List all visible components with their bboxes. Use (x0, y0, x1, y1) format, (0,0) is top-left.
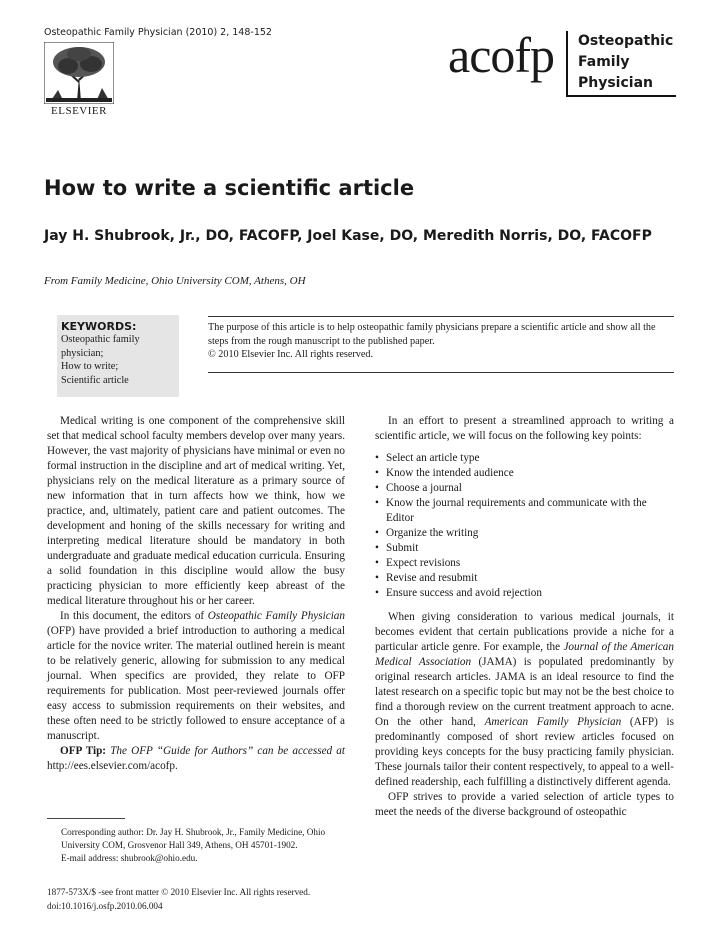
abstract-copyright: © 2010 Elsevier Inc. All rights reserved. (208, 349, 374, 361)
issn-block (47, 886, 310, 913)
elsevier-logo (44, 42, 114, 117)
footnote-rule (47, 818, 125, 819)
doi-line: doi:10.1016/j.osfp.2010.06.004 (47, 900, 163, 911)
body-column-right (375, 414, 674, 820)
journal-citation: Osteopathic Family Physician (2010) 2, 148-152 (44, 27, 272, 38)
body-paragraph: In an effort to present a streamlined approach to writing a scientific article, we will focus on the following key points: (375, 415, 674, 442)
author-list: Jay H. Shubrook, Jr., DO, FACOFP, Joel Kase, DO, Meredith Norris, DO, FACOFP (44, 228, 652, 244)
key-point-item: • Organize the writing (375, 526, 674, 541)
abstract-text: The purpose of this article is to help osteopathic family physicians prepare a scientific article and show all the steps from the rough manuscript to the published paper. (208, 322, 656, 347)
journal-name-line: Physician (578, 75, 653, 91)
corresponding-author: Corresponding author: Dr. Jay H. Shubrook, Jr., Family Medicine, Ohio University COM, Grosvenor Hall 349, Athens, OH 45701-1902. (61, 827, 326, 850)
key-point-item: • Choose a journal (375, 481, 674, 496)
journal-name-italic: Journal of the American Medical Association (375, 641, 674, 668)
footnote (47, 826, 347, 865)
journal-name-block (566, 31, 676, 97)
body-paragraph: OFP strives to provide a varied selection of article types to meet the needs of the diverse background of osteopathic (375, 791, 674, 818)
keywords-box (57, 315, 179, 397)
key-point-item: • Select an article type (375, 451, 674, 466)
issn-line: 1877-573X/$ -see front matter © 2010 Elsevier Inc. All rights reserved. (47, 887, 311, 897)
elsevier-wordmark: ELSEVIER (51, 105, 107, 117)
abstract-bottom-rule (208, 372, 674, 373)
body-paragraph: In this document, the editors of Osteopathic Family Physician (OFP) have provided a brief introduction to authoring a medical article for the novice writer. The material outlined herein is meant to be relatively generic, allowing for submission to any medical journal. When specifics are provided, they relate to OFP requirements for publication. Most peer-reviewed journals offer easy access to submission requirements on their websites, and these often need to be strictly followed to ensure acceptance of a manuscript. (47, 610, 345, 742)
affiliation: From Family Medicine, Ohio University COM, Athens, OH (44, 275, 306, 287)
key-point-item: • Expect revisions (375, 556, 674, 571)
ofp-tip-url[interactable]: http://ees.elsevier.com/acofp. (47, 760, 178, 772)
key-point-item: • Submit (375, 541, 674, 556)
ofp-tip-label: OFP Tip: (60, 745, 107, 757)
journal-name-line: Osteopathic (578, 33, 674, 49)
key-point-item: • Know the intended audience (375, 466, 674, 481)
key-point-item: • Ensure success and avoid rejection (375, 586, 674, 601)
abstract (208, 321, 674, 362)
keyword-item: How to write; (61, 361, 119, 373)
keywords-heading: KEYWORDS: (61, 320, 137, 333)
keyword-item: Osteopathic family physician; (61, 334, 140, 359)
key-point-item: • Know the journal requirements and communicate with the Editor (375, 496, 674, 526)
body-column-left (47, 414, 345, 774)
key-points-list (375, 451, 674, 601)
keywords-list (61, 333, 175, 387)
ofp-tip (47, 744, 345, 774)
acofp-logo: acofp (448, 27, 555, 83)
journal-name-line: Family (578, 54, 630, 70)
journal-name-italic: Osteopathic Family Physician (207, 610, 345, 622)
abstract-top-rule (208, 316, 674, 317)
body-paragraph: When giving consideration to various medical journals, it becomes evident that certain publications provide a niche for a particular article genre. For example, the Journal of the American Medical Association (JAMA) is populated predominantly by original research articles. JAMA is an ideal resource to find the latest research on a specific topic but may not be the best choice to find a thorough review on the current treatment approach to acne. On the other hand, American Family Physician (AFP) is predominantly composed of short review articles focused on providing keys concepts for the busy practicing family physician. These journals tailor their content respectively, to appeal to a well-defined readership, each fulfilling a distinctively different agenda. (375, 611, 674, 788)
article-title: How to write a scientific article (44, 176, 415, 200)
keyword-item: Scientific article (61, 374, 129, 386)
elsevier-tree-icon (44, 42, 114, 104)
body-paragraph: Medical writing is one component of the comprehensive skill set that medical school faculty members develop over many years. However, the vast majority of physicians have minimal or even no formal instruction in the discipline and art of medical writing. Yet, physicians rely on the medical literature as a primary source of new information that in turn affects how we think, how we practice, and, ultimately, patient care and patient outcomes. The development and honing of the skills necessary for writing and interpreting medical literature should be mandatory in both undergraduate and graduate medical education curricula. Ensuring a solid foundation in this discipline would allow the busy practicing physician to more efficiently keep abreast of the medical literature throughout his or her career. (47, 415, 345, 607)
journal-name-italic: American Family Physician (484, 716, 622, 728)
ofp-tip-text: The OFP “Guide for Authors” can be accessed at (110, 745, 345, 757)
key-point-item: • Revise and resubmit (375, 571, 674, 586)
author-email: E-mail address: shubrook@ohio.edu. (61, 853, 198, 863)
